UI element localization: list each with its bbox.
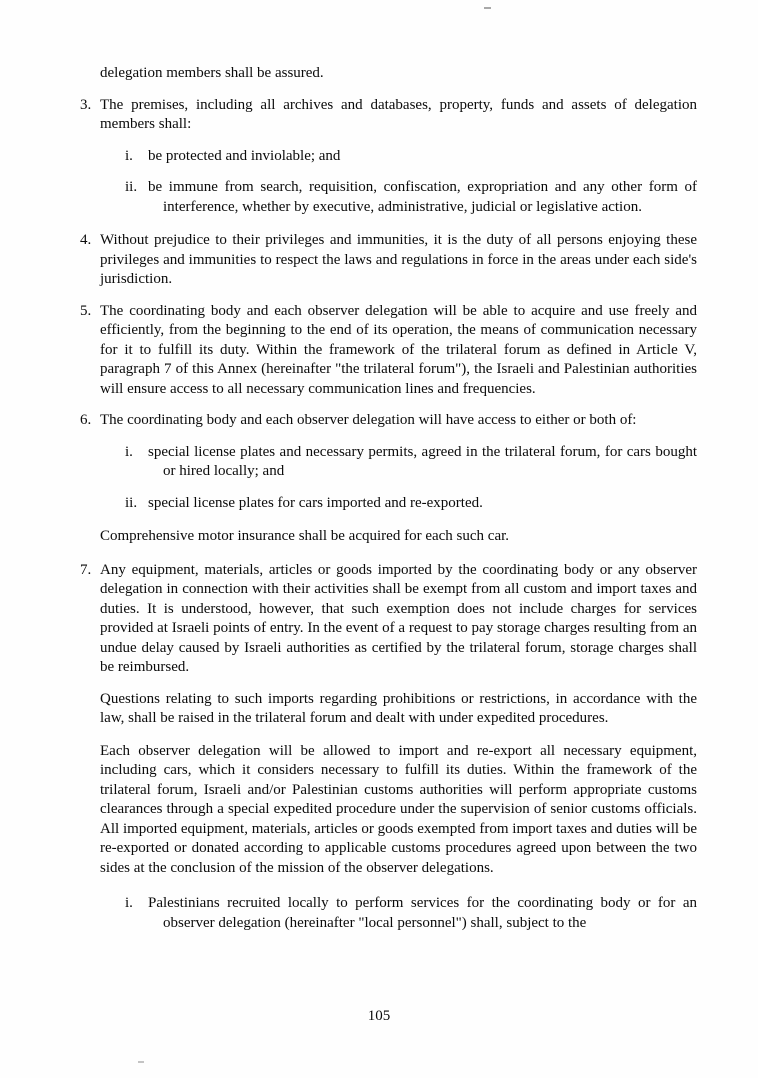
paragraph-questions: Questions relating to such imports regarding prohibitions or restrictions, in accordance with the law, shall be raised in the trilateral forum and dealt with under expedited procedures. <box>100 690 697 726</box>
sub-item-text: Palestinians recruited locally to perform services for the coordinating body or for an observer delegation (hereinafter "local personnel") shall, subject to the <box>148 895 697 931</box>
sub-item-number: i. <box>125 895 133 911</box>
paragraph-each-observer: Each observer delegation will be allowed to import and re-export all necessary equipment, including cars, which it considers necessary to fulfill its duties. Within the framework of the trilateral forum, Israeli and/or Palestinian customs authorities will perform appropriate customs clearances through a special expedited procedure under the supervision of senior customs officials. All imported equipment, materials, articles or goods exempted from import taxes and duties will be re-exported or donated according to applicable customs procedures agreed upon between the two sides at the conclusion of the mission of the observer delegations. <box>100 742 697 876</box>
item-number: 5. <box>80 302 92 319</box>
numbered-item-6 <box>80 411 697 431</box>
sub-item-7-i <box>125 894 697 933</box>
sub-item-3-i <box>125 147 697 167</box>
numbered-item-3 <box>80 96 697 135</box>
item-number: 7. <box>80 561 92 578</box>
item-text: Without prejudice to their privileges and immunities, it is the duty of all persons enjoying these privileges and immunities to respect the laws and regulations in force in the areas under each side's jurisdiction. <box>100 232 697 287</box>
numbered-item-7 <box>80 561 697 678</box>
scan-artifact-bottom <box>138 1061 144 1063</box>
numbered-item-4 <box>80 231 697 290</box>
sub-item-number: i. <box>125 147 133 164</box>
sub-item-text: be immune from search, requisition, confiscation, expropriation and any other form of interference, whether by executive, administrative, judicial or legislative action. <box>148 179 697 215</box>
sub-item-number: ii. <box>125 494 138 511</box>
sub-item-number: i. <box>125 443 133 460</box>
sub-item-text: special license plates for cars imported and re-exported. <box>148 494 483 511</box>
item-number: 3. <box>80 96 92 113</box>
page-number: 105 <box>367 1007 391 1024</box>
sub-item-text: be protected and inviolable; and <box>148 147 341 164</box>
sub-item-number: ii. <box>125 179 138 195</box>
continuation-line: delegation members shall be assured. <box>100 65 324 81</box>
numbered-item-5 <box>80 302 697 400</box>
sub-item-6-i <box>125 443 697 482</box>
sub-item-text: special license plates and necessary permits, agreed in the trilateral forum, for cars bought or hired locally; and <box>148 443 697 479</box>
item-text: The coordinating body and each observer delegation will have access to either or both of: <box>100 412 637 428</box>
item-text: The premises, including all archives and databases, property, funds and assets of delegation members shall: <box>100 96 697 132</box>
sub-item-3-ii <box>125 178 697 217</box>
paragraph-insurance: Comprehensive motor insurance shall be acquired for each such car. <box>100 528 510 544</box>
item-number: 4. <box>80 232 92 248</box>
item-text: Any equipment, materials, articles or goods imported by the coordinating body or any observer delegation in connection with their activities shall be exempt from all custom and import taxes and duties. It is understood, however, that such exemption does not include charges for services provided at Israeli points of entry. In the event of a request to pay storage charges resulting from an undue delay caused by Israeli authorities as certified by the trilateral forum, storage charges shall be reimbursed. <box>100 561 697 675</box>
scan-artifact-top <box>484 7 491 9</box>
item-number: 6. <box>80 412 92 428</box>
item-text: The coordinating body and each observer delegation will be able to acquire and use freely and efficiently, from the beginning to the end of its operation, the means of communication necessary for it to fulfill its duty. Within the framework of the trilateral forum as defined in Article V, paragraph 7 of this Annex (hereinafter "the trilateral forum"), the Israeli and Palestinian authorities will ensure access to all necessary communication lines and frequencies. <box>100 302 697 397</box>
sub-item-6-ii <box>125 494 697 514</box>
